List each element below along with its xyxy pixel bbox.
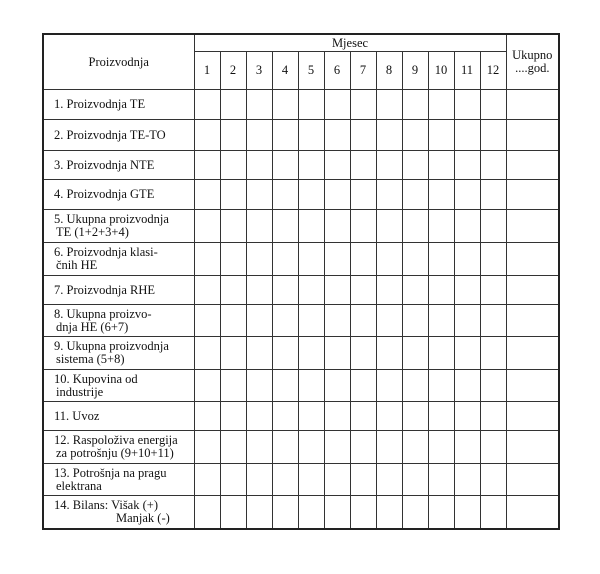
month-value-cell [480,243,506,276]
month-value-cell [454,151,480,180]
month-value-cell [350,243,376,276]
month-header: 2 [220,52,246,90]
month-value-cell [324,180,350,210]
month-value-cell [220,180,246,210]
table-row [43,431,559,464]
row-label-line1: 7. Proizvodnja RHE [54,282,156,297]
month-value-cell [376,120,402,151]
month-value-cell [246,210,272,243]
month-value-cell [298,243,324,276]
row-label-line2: industrije [56,384,104,399]
month-value-cell [428,180,454,210]
row-label [43,464,194,496]
production-table [42,33,560,530]
row-label-line2: Manjak (-) [116,510,170,525]
month-value-cell [324,496,350,529]
month-value-cell [480,337,506,370]
month-value-cell [376,180,402,210]
month-value-cell [220,210,246,243]
month-value-cell [272,431,298,464]
row-label-line1: 11. Uvoz [54,408,100,423]
row-label-line1: 5. Ukupna proizvodnja [54,212,169,226]
row-label-line2: sistema (5+8) [56,352,125,366]
month-value-cell [428,496,454,529]
month-value-cell [220,120,246,151]
month-value-cell [272,180,298,210]
month-value-cell [428,90,454,120]
annual-total-header-line1: Ukupno [512,48,553,62]
annual-total-header [506,34,559,90]
month-value-cell [376,243,402,276]
row-label-line2: za potrošnju (9+10+11) [56,446,174,460]
month-value-cell [324,337,350,370]
month-value-cell [454,276,480,305]
annual-total-cell [506,464,559,496]
row-label-line1: 13. Potrošnja na pragu [54,465,167,480]
month-value-cell [220,305,246,337]
month-header: 8 [376,52,402,90]
month-value-cell [480,90,506,120]
month-value-cell [246,120,272,151]
month-value-cell [220,90,246,120]
month-value-cell [454,243,480,276]
month-value-cell [480,120,506,151]
row-label [43,210,194,243]
row-label [43,120,194,151]
month-value-cell [480,180,506,210]
month-value-cell [194,337,220,370]
table-row [43,496,559,529]
month-value-cell [428,276,454,305]
row-label [43,496,194,529]
table-row [43,305,559,337]
month-value-cell [194,210,220,243]
month-value-cell [480,464,506,496]
row-label [43,337,194,370]
month-value-cell [376,402,402,431]
month-value-cell [480,496,506,529]
month-value-cell [402,90,428,120]
row-label [43,180,194,210]
month-value-cell [272,337,298,370]
row-label [43,305,194,337]
month-value-cell [454,402,480,431]
month-value-cell [428,305,454,337]
row-label [43,151,194,180]
month-value-cell [480,402,506,431]
row-label [43,370,194,402]
month-value-cell [272,276,298,305]
month-header: 1 [194,52,220,90]
month-header: 5 [298,52,324,90]
month-value-cell [350,370,376,402]
month-value-cell [298,151,324,180]
month-value-cell [194,243,220,276]
month-value-cell [194,151,220,180]
month-value-cell [324,243,350,276]
month-value-cell [376,305,402,337]
month-group-header: Mjesec [194,34,506,52]
month-value-cell [272,370,298,402]
month-value-cell [298,180,324,210]
month-value-cell [324,120,350,151]
table-row [43,120,559,151]
month-value-cell [246,464,272,496]
month-value-cell [220,496,246,529]
month-value-cell [220,276,246,305]
month-value-cell [402,431,428,464]
month-value-cell [324,305,350,337]
month-value-cell [272,90,298,120]
table-row [43,276,559,305]
month-value-cell [428,431,454,464]
annual-total-cell [506,120,559,151]
month-value-cell [246,496,272,529]
month-value-cell [428,402,454,431]
row-label-line2: dnja HE (6+7) [56,319,129,334]
month-value-cell [246,402,272,431]
month-value-cell [298,337,324,370]
table-row [43,337,559,370]
month-value-cell [220,243,246,276]
month-header: 11 [454,52,480,90]
month-value-cell [220,431,246,464]
month-value-cell [454,305,480,337]
month-value-cell [246,180,272,210]
month-header: 12 [480,52,506,90]
month-value-cell [402,210,428,243]
month-value-cell [350,180,376,210]
month-value-cell [454,210,480,243]
annual-total-cell [506,243,559,276]
row-label-line1: 3. Proizvodnja NTE [54,157,155,172]
row-label-line1: 9. Ukupna proizvodnja [54,339,169,353]
month-value-cell [220,370,246,402]
month-value-cell [376,496,402,529]
row-label [43,402,194,431]
table-row [43,180,559,210]
month-value-cell [272,210,298,243]
month-value-cell [194,431,220,464]
month-value-cell [298,464,324,496]
table-row [43,370,559,402]
month-value-cell [402,464,428,496]
month-value-cell [480,276,506,305]
month-value-cell [298,120,324,151]
month-value-cell [454,90,480,120]
month-value-cell [454,464,480,496]
month-value-cell [298,496,324,529]
month-value-cell [402,120,428,151]
month-value-cell [402,402,428,431]
row-label [43,243,194,276]
month-value-cell [428,464,454,496]
annual-total-cell [506,370,559,402]
month-value-cell [428,337,454,370]
month-value-cell [454,180,480,210]
month-value-cell [298,210,324,243]
month-value-cell [324,370,350,402]
month-value-cell [246,431,272,464]
month-value-cell [402,370,428,402]
month-value-cell [402,276,428,305]
row-label-line2: TE (1+2+3+4) [56,225,129,239]
month-header: 4 [272,52,298,90]
month-value-cell [246,90,272,120]
table-row [43,210,559,243]
month-value-cell [350,496,376,529]
month-value-cell [376,370,402,402]
row-label-line2: elektrana [56,478,102,493]
month-value-cell [402,305,428,337]
table-row [43,90,559,120]
month-value-cell [428,151,454,180]
month-value-cell [428,243,454,276]
month-value-cell [454,496,480,529]
production-column-header: Proizvodnja [43,34,194,90]
table-row [43,243,559,276]
month-value-cell [350,305,376,337]
month-value-cell [194,120,220,151]
month-value-cell [246,276,272,305]
month-value-cell [194,180,220,210]
annual-total-cell [506,90,559,120]
row-label [43,90,194,120]
row-label-line2: čnih HE [56,258,98,272]
month-value-cell [324,151,350,180]
month-header: 9 [402,52,428,90]
month-value-cell [246,370,272,402]
row-label-line1: 12. Raspoloživa energija [54,433,178,447]
annual-total-cell [506,337,559,370]
row-label-line1: 4. Proizvodnja GTE [54,187,155,201]
month-value-cell [194,370,220,402]
row-label-line1: 14. Bilans: Višak (+) [54,497,158,512]
month-value-cell [428,210,454,243]
annual-total-cell [506,305,559,337]
month-value-cell [246,305,272,337]
month-value-cell [402,496,428,529]
month-value-cell [194,90,220,120]
month-value-cell [376,90,402,120]
row-label-line1: 1. Proizvodnja TE [54,97,146,111]
annual-total-cell [506,431,559,464]
month-value-cell [376,210,402,243]
annual-total-cell [506,276,559,305]
month-value-cell [324,402,350,431]
table-row [43,464,559,496]
month-value-cell [350,464,376,496]
row-label-line1: 6. Proizvodnja klasi- [54,245,158,259]
month-value-cell [220,151,246,180]
month-value-cell [298,305,324,337]
month-value-cell [246,243,272,276]
month-value-cell [324,276,350,305]
month-value-cell [428,370,454,402]
table-row [43,151,559,180]
month-value-cell [298,431,324,464]
row-label [43,276,194,305]
month-value-cell [246,337,272,370]
month-value-cell [428,120,454,151]
month-value-cell [272,464,298,496]
month-value-cell [350,120,376,151]
row-label-line1: 8. Ukupna proizvo- [54,306,152,321]
month-value-cell [272,120,298,151]
month-value-cell [194,496,220,529]
month-value-cell [376,337,402,370]
row-label [43,431,194,464]
annual-total-cell [506,210,559,243]
month-value-cell [272,151,298,180]
month-value-cell [402,337,428,370]
month-value-cell [298,276,324,305]
month-header: 7 [350,52,376,90]
month-value-cell [350,402,376,431]
annual-total-cell [506,402,559,431]
month-value-cell [350,90,376,120]
month-value-cell [454,337,480,370]
month-value-cell [480,370,506,402]
month-value-cell [376,151,402,180]
month-value-cell [324,464,350,496]
month-value-cell [454,370,480,402]
month-value-cell [454,120,480,151]
month-value-cell [402,243,428,276]
annual-total-cell [506,151,559,180]
month-header: 10 [428,52,454,90]
month-value-cell [272,496,298,529]
month-value-cell [376,276,402,305]
month-value-cell [480,210,506,243]
month-value-cell [220,337,246,370]
annual-total-cell [506,180,559,210]
month-value-cell [324,90,350,120]
month-value-cell [454,431,480,464]
month-value-cell [350,210,376,243]
month-value-cell [194,464,220,496]
month-value-cell [324,210,350,243]
annual-total-cell [506,496,559,529]
month-value-cell [194,276,220,305]
month-value-cell [220,464,246,496]
month-value-cell [272,243,298,276]
table-row [43,402,559,431]
month-header: 6 [324,52,350,90]
month-value-cell [402,151,428,180]
month-value-cell [376,464,402,496]
annual-total-header-line2: ....god. [515,61,550,75]
month-value-cell [272,402,298,431]
month-value-cell [298,370,324,402]
row-label-line1: 10. Kupovina od [54,371,138,386]
month-value-cell [298,402,324,431]
month-value-cell [376,431,402,464]
month-value-cell [480,431,506,464]
month-value-cell [324,431,350,464]
month-value-cell [350,276,376,305]
month-value-cell [350,337,376,370]
month-value-cell [298,90,324,120]
month-value-cell [220,402,246,431]
month-value-cell [194,305,220,337]
month-value-cell [480,305,506,337]
month-value-cell [350,151,376,180]
month-value-cell [194,402,220,431]
month-value-cell [402,180,428,210]
month-value-cell [272,305,298,337]
month-value-cell [350,431,376,464]
row-label-line1: 2. Proizvodnja TE-TO [54,127,166,142]
month-header: 3 [246,52,272,90]
month-value-cell [480,151,506,180]
month-value-cell [246,151,272,180]
